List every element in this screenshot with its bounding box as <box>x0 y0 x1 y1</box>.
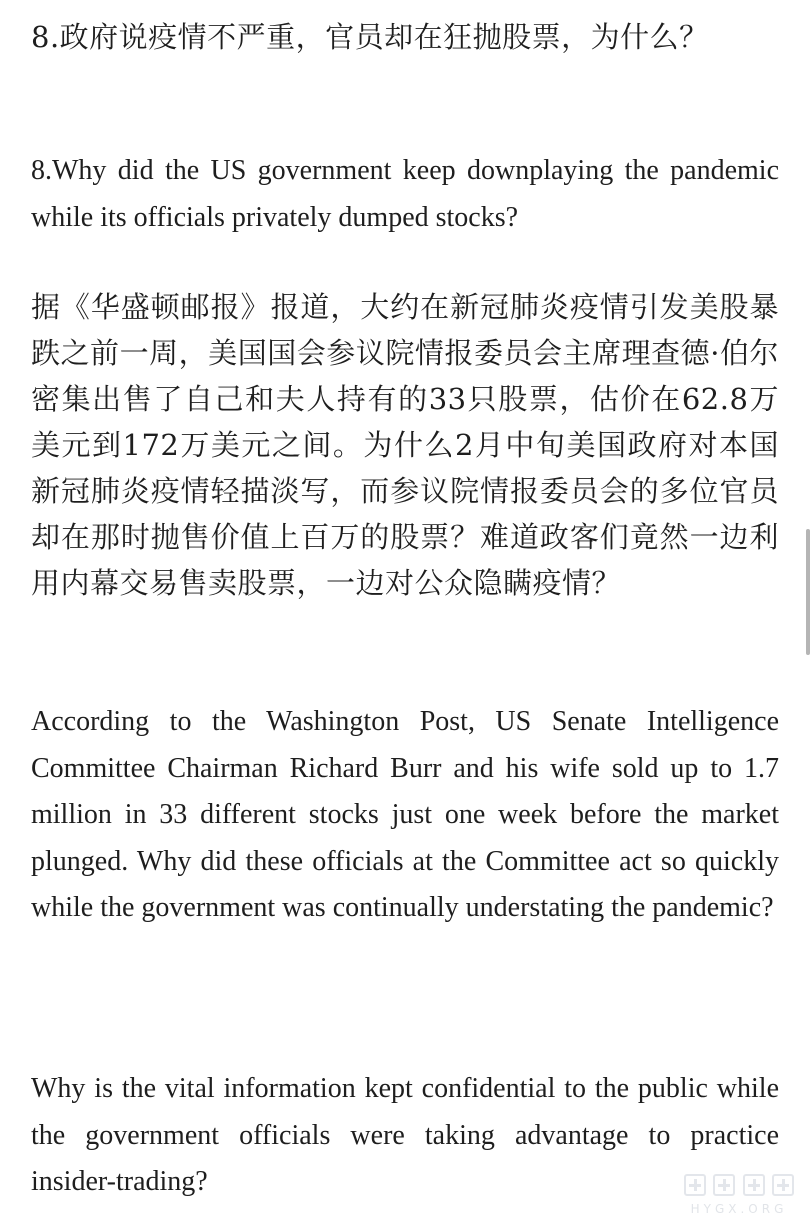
question-heading-en: 8.Why did the US government keep downplaying the pandemic while its officials privately dumped stocks? <box>31 155 779 233</box>
body-paragraph-en-2: Why is the vital information kept confidential to the public while the government officials were taking advantage to practice insider-trading? <box>31 1073 779 1197</box>
watermark-glyph-icon <box>743 1174 765 1196</box>
watermark-logo-icon <box>684 1172 794 1198</box>
body-paragraph-en-1: According to the Washington Post, US Senate Intelligence Committee Chairman Richard Burr and his wife sold up to 1.7 million in 33 different stocks just one week before the market plunged. Why did these officials at the Committee act so quickly while the government was continually understating the pandemic? <box>31 706 779 923</box>
watermark-text: HYGX.ORG <box>690 1202 788 1216</box>
vertical-scrollbar-thumb[interactable] <box>806 529 810 655</box>
question-heading-zh: 8.政府说疫情不严重，官员却在狂抛股票，为什么？ <box>31 20 709 54</box>
site-watermark <box>684 1172 794 1220</box>
watermark-glyph-icon <box>684 1174 706 1196</box>
body-paragraph-zh: 据《华盛顿邮报》报道，大约在新冠肺炎疫情引发美股暴跌之前一周，美国国会参议院情报委员会主席理查德·伯尔密集出售了自己和夫人持有的33只股票，估价在62.8万美元到172万美元之间。为什么2月中旬美国政府对本国新冠肺炎疫情轻描淡写，而参议院情报委员会的多位官员却在那时抛售价值上百万的股票？难道政客们竟然一边利用内幕交易售卖股票，一边对公众隐瞒疫情？ <box>31 290 779 600</box>
watermark-glyph-icon <box>772 1174 794 1196</box>
watermark-glyph-icon <box>713 1174 735 1196</box>
